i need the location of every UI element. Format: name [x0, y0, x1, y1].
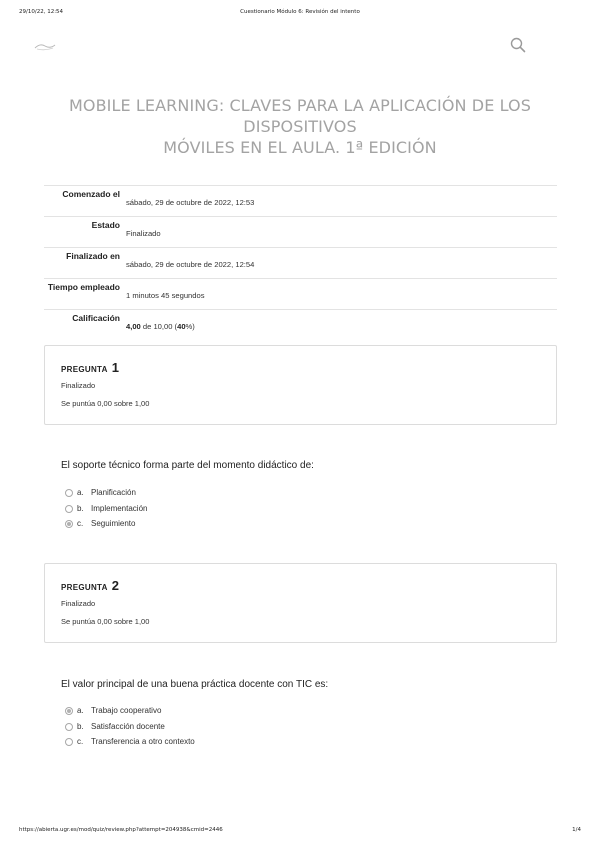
- started-value: sábado, 29 de octubre de 2022, 12:53: [126, 198, 255, 207]
- question-state: Finalizado: [61, 599, 96, 608]
- print-doc-title: Cuestionario Módulo 6: Revisión del intento: [240, 9, 360, 15]
- question-state: Finalizado: [61, 381, 96, 390]
- radio-button-checked[interactable]: [65, 707, 73, 715]
- answer-letter: c.: [77, 519, 84, 528]
- question-text-2: El valor principal de una buena práctica docente con TIC es:: [61, 679, 329, 690]
- question-label: PREGUNTA: [61, 365, 108, 374]
- grade-label: Calificación: [72, 313, 120, 323]
- finished-value: sábado, 29 de octubre de 2022, 12:54: [126, 260, 255, 269]
- summary-row-finished: [44, 247, 557, 278]
- answer-letter: b.: [77, 503, 84, 513]
- summary-row-grade: [44, 309, 557, 340]
- grade-value: [126, 322, 195, 331]
- summary-row-time: [44, 278, 557, 309]
- radio-button[interactable]: [65, 505, 73, 513]
- radio-button[interactable]: [65, 738, 73, 746]
- state-label: Estado: [91, 220, 120, 230]
- print-footer: [19, 827, 581, 837]
- radio-button[interactable]: [65, 489, 73, 497]
- answer-letter: a.: [77, 706, 84, 715]
- answer-letter: c.: [77, 737, 84, 746]
- radio-button[interactable]: [65, 723, 73, 731]
- search-icon[interactable]: [510, 37, 526, 53]
- print-page-number: 1/4: [572, 827, 581, 833]
- grade-score: 4,00: [126, 322, 141, 331]
- question-heading: [61, 578, 119, 593]
- state-value: Finalizado: [126, 229, 161, 238]
- grade-mid: de 10,00 (: [140, 322, 178, 331]
- answer-text: Implementación: [91, 503, 148, 513]
- course-title-line1: MOBILE LEARNING: CLAVES PARA LA APLICACIÓN DE LOS DISPOSITIVOS: [69, 95, 531, 136]
- time-value: 1 minutos 45 segundos: [126, 291, 205, 300]
- grade-end: %): [185, 322, 195, 331]
- question-text-1: El soporte técnico forma parte del momento didáctico de:: [61, 460, 314, 471]
- started-label: Comenzado el: [62, 189, 120, 199]
- answer-text: Trabajo cooperativo: [91, 706, 162, 715]
- summary-row-started: [44, 185, 557, 216]
- attempt-summary-table: [44, 185, 557, 340]
- question-grade: Se puntúa 0,00 sobre 1,00: [61, 617, 150, 626]
- course-title-line2: MÓVILES EN EL AULA. 1ª EDICIÓN: [163, 137, 437, 157]
- time-label: Tiempo empleado: [47, 282, 120, 292]
- question-number: 2: [111, 578, 120, 593]
- answer-letter: b.: [77, 721, 84, 731]
- answer-text: Planificación: [91, 488, 136, 497]
- finished-label: Finalizado en: [66, 251, 120, 261]
- question-label: PREGUNTA: [61, 583, 108, 592]
- question-number: 1: [111, 360, 120, 375]
- radio-button-checked[interactable]: [65, 520, 73, 528]
- grade-percent: 40: [177, 322, 186, 331]
- question-info-1: [44, 345, 557, 425]
- print-header: [19, 9, 581, 19]
- print-datetime: 29/10/22, 12:54: [19, 9, 64, 15]
- answer-text: Seguimiento: [91, 519, 136, 528]
- question-grade: Se puntúa 0,00 sobre 1,00: [61, 399, 150, 408]
- summary-row-state: [44, 216, 557, 247]
- print-url: https://abierta.ugr.es/mod/quiz/review.php?attempt=204938&cmid=2446: [19, 827, 223, 833]
- answer-letter: a.: [77, 488, 84, 497]
- question-info-2: [44, 563, 557, 643]
- answer-text: Satisfacción docente: [91, 721, 165, 731]
- question-heading: [61, 360, 119, 375]
- site-logo-icon[interactable]: [34, 40, 56, 52]
- course-title: [40, 95, 560, 158]
- answer-text: Transferencia a otro contexto: [91, 737, 195, 746]
